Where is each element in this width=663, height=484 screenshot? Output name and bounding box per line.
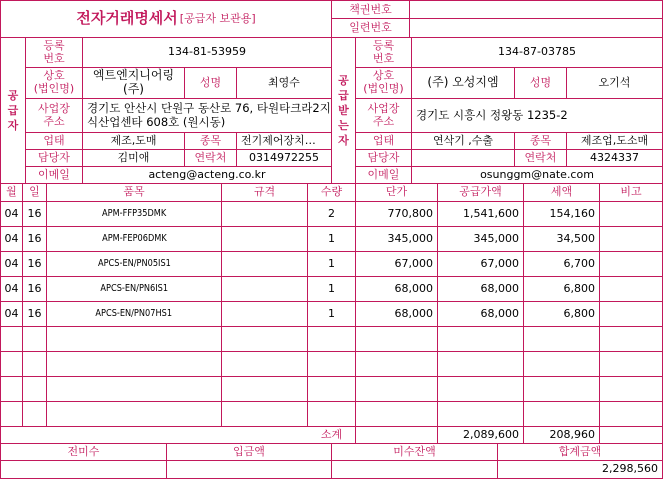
row-tax: 154,160 [549,206,595,220]
col-header-supply: 공급가액 [459,185,502,199]
supplier-manager-label: 담당자 [38,150,70,164]
document-title [1,1,331,37]
row-month: 04 [4,306,19,320]
row-tax: 34,500 [556,231,595,245]
supplier-item-label: 종목 [199,133,222,147]
row-note [600,277,662,301]
receiver-contact: 4324337 [590,150,639,164]
supplier-company-label: 상호 (법인명) [33,69,75,95]
supplier-business: 제조,도매 [110,133,157,147]
row-tax: 6,800 [563,306,595,320]
row-day: 16 [27,306,42,320]
receiver-company-label: 상호 (법인명) [363,69,404,95]
row-qty: 1 [328,256,335,270]
row-unit-price: 770,800 [387,206,433,220]
row-qty: 1 [328,231,335,245]
row-unit-price: 68,000 [394,281,433,295]
row-month: 04 [4,281,19,295]
supplier-contact: 0314972255 [249,150,319,164]
unpaid-label: 미수잔액 [393,444,436,458]
supplier-side-label: 공 급 자 [7,89,19,132]
supplier-reg-no-label: 등록 번호 [43,38,65,65]
receiver-rep: 오기석 [598,75,631,89]
supplier-address-label: 사업장 주소 [38,101,70,128]
col-header-item: 품목 [123,185,145,199]
serial-no-label: 일련번호 [349,20,392,34]
row-spec [222,252,307,276]
row-note [600,227,662,251]
receiver-manager [412,150,514,166]
row-spec [222,227,307,251]
receiver-contact-label: 연락처 [524,150,557,164]
receiver-business: 연삭기 ,수출 [432,133,494,147]
row-note [600,202,662,226]
row-spec [222,302,307,326]
col-header-spec: 규격 [253,185,276,199]
receiver-email-label: 이메일 [367,167,400,181]
receiver-reg-no-label: 등록 번호 [372,38,395,65]
total-value: 2,298,560 [602,462,658,476]
supplier-reg-no: 134-81-53959 [168,45,246,59]
supplier-email-label: 이메일 [38,167,70,181]
title-text: 전자거래명세서 [76,9,178,28]
row-item: APM-FEP06DMK [101,233,167,245]
row-unit-price: 68,000 [394,306,433,320]
row-day: 16 [27,281,42,295]
row-qty: 1 [328,306,335,320]
row-spec [222,202,307,226]
supplier-item: 전기제어장치… [241,133,316,147]
row-item: APCS-EN/PN05IS1 [97,258,171,270]
title-suffix: [공급자 보관용] [179,11,256,25]
book-no-label: 책권번호 [349,2,392,16]
row-day: 16 [27,256,42,270]
receiver-side-label: 공 급 받 는 자 [338,74,349,147]
row-unit-price: 67,000 [394,256,433,270]
row-qty: 1 [328,281,335,295]
supplier-address: 경기도 안산시 단원구 동산로 76, 타원타크라2지식산업센타 608호 (원시동) [87,101,331,129]
row-spec [222,277,307,301]
receiver-company: (주) 오성지엠 [427,75,499,90]
book-no-value [410,1,662,19]
row-tax: 6,700 [563,256,595,270]
row-item: APCS-EN/PN07HS1 [95,308,173,320]
col-header-month: 월 [6,185,17,199]
receiver-address: 경기도 시흥시 정왕동 1235-2 [416,107,568,122]
unpaid-value [332,461,497,478]
subtotal-label: 소계 [320,427,343,441]
row-unit-price: 345,000 [387,231,433,245]
received-label: 입금액 [233,444,265,458]
receiver-rep-label: 성명 [529,75,552,89]
col-header-note: 비고 [620,185,642,199]
supplier-email: acteng@acteng.co.kr [148,167,266,181]
supplier-rep-label: 성명 [199,75,222,89]
supplier-manager: 김미애 [117,150,150,164]
row-qty: 2 [328,206,335,220]
row-note [600,302,662,326]
row-month: 04 [4,231,19,245]
serial-no-value [410,19,662,37]
receiver-manager-label: 담당자 [367,150,400,164]
subtotal-tax: 208,960 [549,427,595,441]
supplier-company: 엑트엔지니어링 (주) [92,68,175,96]
prev-balance-label: 전미수 [67,444,100,458]
row-month: 04 [4,256,19,270]
supplier-contact-label: 연락처 [194,150,227,164]
row-item: APM-FFP35DMK [101,208,167,220]
row-supply: 1,541,600 [463,206,519,220]
receiver-address-label: 사업장 주소 [367,101,400,128]
receiver-email: osunggm@nate.com [480,167,594,181]
receiver-item: 제조업,도소매 [580,133,649,147]
total-label: 합계금액 [558,444,602,458]
col-header-unit-price: 단가 [385,185,408,199]
receiver-reg-no: 134-87-03785 [498,45,576,59]
subtotal-supply: 2,089,600 [463,427,519,441]
row-item: APCS-EN/PN6IS1 [100,283,168,295]
row-supply: 68,000 [480,281,519,295]
supplier-rep: 최영수 [268,75,300,89]
receiver-business-label: 업태 [372,133,395,147]
row-supply: 68,000 [480,306,519,320]
prev-balance-value [1,461,166,478]
row-supply: 345,000 [473,231,519,245]
received-value [167,461,331,478]
receiver-item-label: 종목 [529,133,552,147]
row-month: 04 [4,206,19,220]
supplier-business-label: 업태 [43,133,65,147]
row-note [600,252,662,276]
col-header-qty: 수량 [320,185,343,199]
row-supply: 67,000 [480,256,519,270]
col-header-tax: 세액 [550,185,573,199]
row-tax: 6,800 [563,281,595,295]
row-day: 16 [27,231,42,245]
row-day: 16 [27,206,42,220]
col-header-day: 일 [29,185,40,199]
